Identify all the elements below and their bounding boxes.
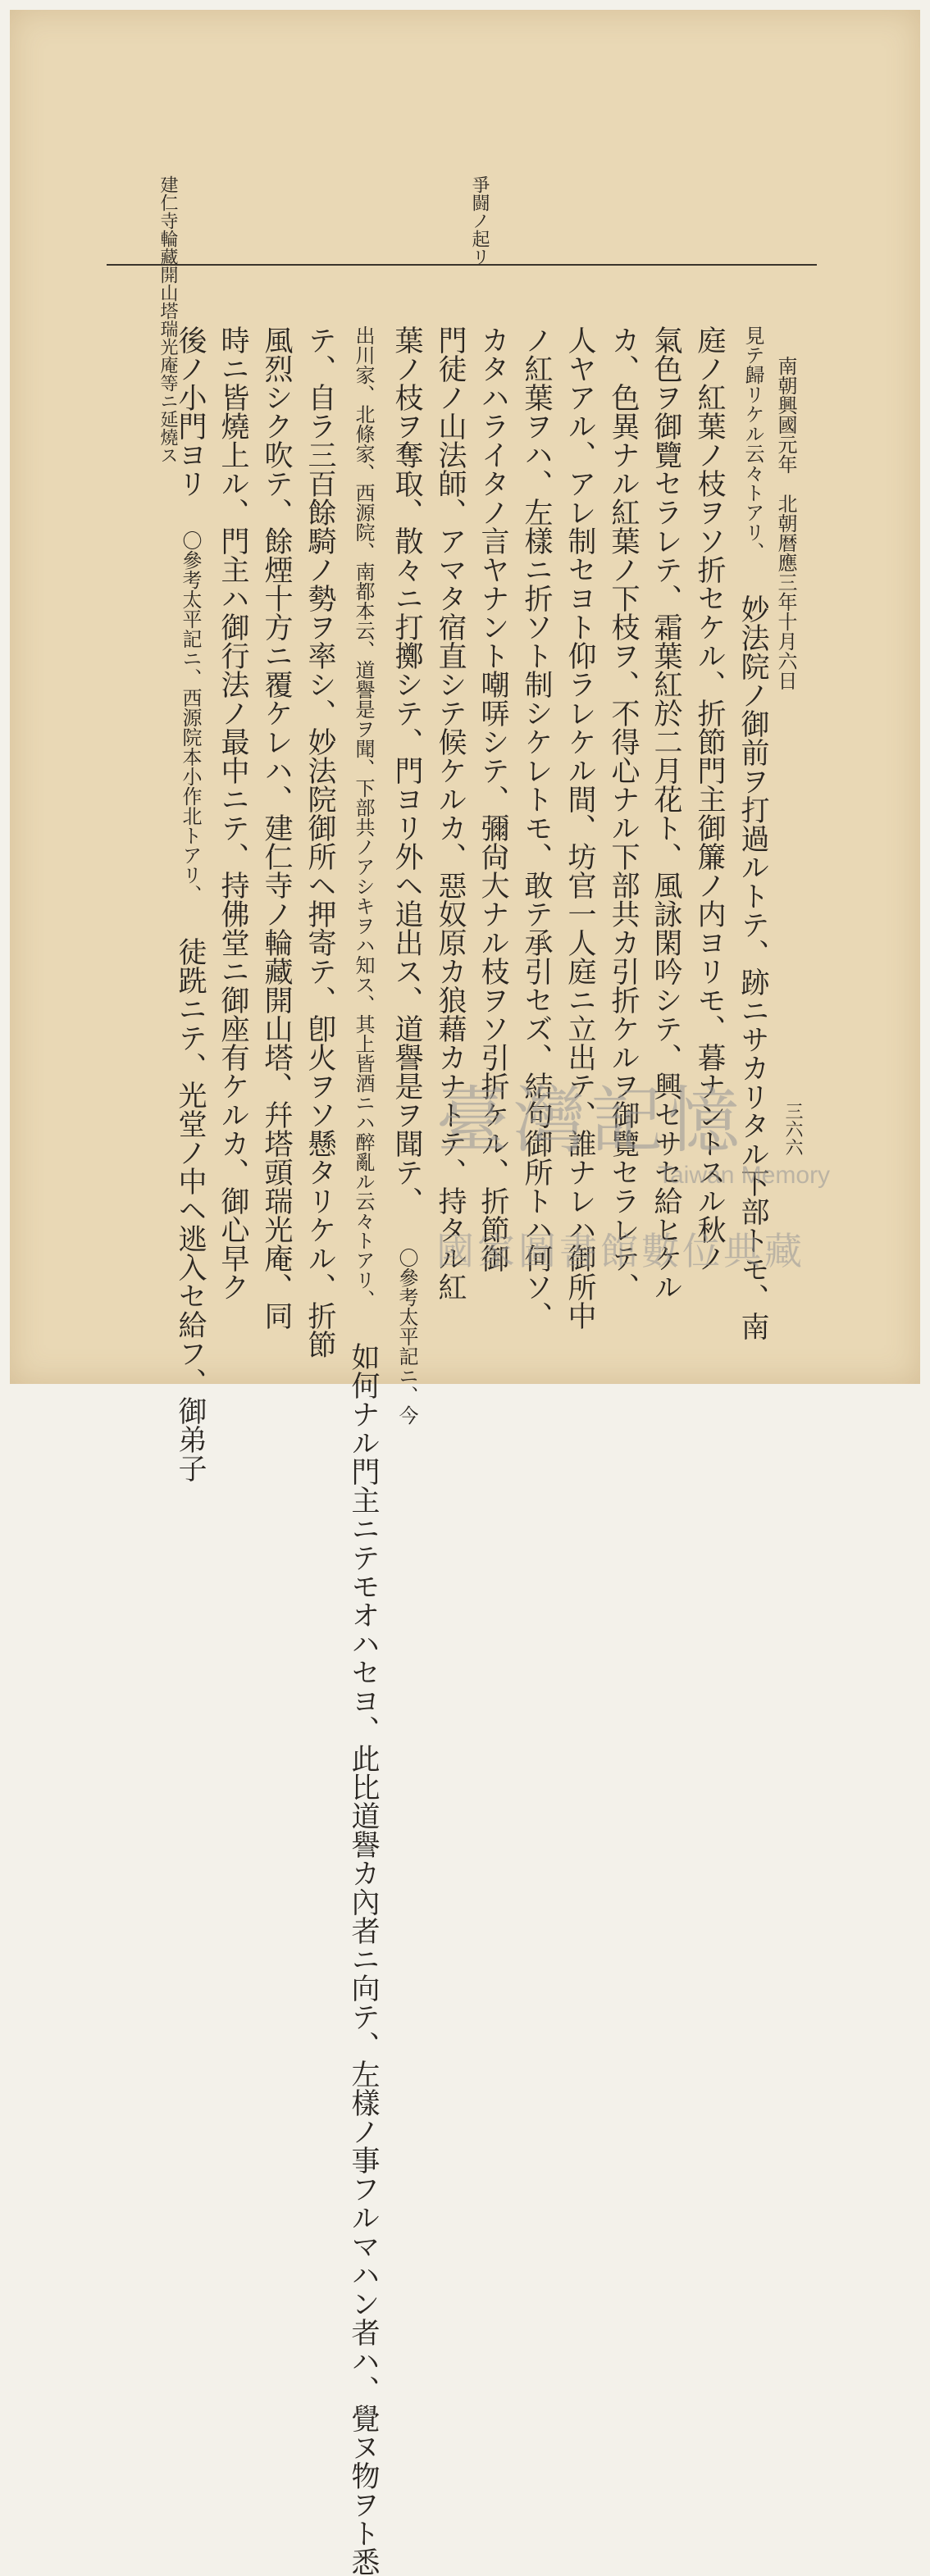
watermark-title: 臺灣記憶: [436, 1078, 745, 1163]
margin-note-fire: 建仁寺輪藏開山塔瑞光庵等ニ延燒ス: [157, 175, 178, 464]
watermark-library: 國家圖書館數位典藏: [436, 1229, 805, 1273]
text-line-4: カ、色異ナル紅葉ノ下枝ヲ、不得心ナル下部共カ引折ケルヲ御覽セラレテ、: [607, 325, 640, 1301]
header-rule: [107, 264, 817, 266]
text-line-14: [164, 325, 217, 1482]
line-text: 葉ノ枝ヲ奪取、散々ニ打擲シテ、門ヨリ外ヘ追出ス、道譽是ヲ聞テ、: [390, 325, 423, 1215]
margin-note-dispute: 爭闘ノ起リ: [469, 175, 490, 266]
text-line-12: 風烈シク吹テ、餘煙十方ニ覆ケレハ、建仁寺ノ輪藏開山塔、幷塔頭瑞光庵、同: [260, 325, 293, 1330]
text-line-2: 庭ノ紅葉ノ枝ヲソ折セケル、折節門主御簾ノ内ヨリモ、暮ナントスル秋ノ: [693, 325, 726, 1272]
annotation: 〇參考太平記ニ、今: [395, 1248, 418, 1425]
text-line-8: 門徒ノ山法師、アマタ宿直シテ候ケルカ、惡奴原カ狼藉カナトテ、持タル紅: [434, 325, 467, 1301]
book-page: [10, 10, 920, 2576]
text-line-7: カタハライタノ言ヤナント嘲哢シテ、彌尙大ナル枝ヲソ引折ケル、折節御: [476, 325, 509, 1272]
text-line-6: ノ紅葉ヲハ、左樣ニ折ソト制シケレトモ、敢テ承引セズ、結句御所トハ何ソ、: [520, 325, 553, 1330]
running-header: 南朝興國元年 北朝暦應三年十月六日: [774, 356, 797, 690]
page-number: 三六六: [782, 1102, 803, 1156]
text-line-11: テ、自ラ三百餘騎ノ勢ヲ率シ、妙法院御所ヘ押寄テ、卽火ヲソ懸タリケル、折節: [303, 325, 336, 1359]
line-text: 徒跣ニテ、光堂ノ中ヘ逃入セ給フ、御弟子: [174, 937, 207, 1482]
annotation: 見テ歸リケル云々トアリ、: [741, 325, 764, 562]
line-text: 如何ナル門主ニテモオハセヨ、此比道譽カ內者ニ向テ、左樣ノ事フルマハン者ハ、覺ヌ物ヲト悉: [347, 1342, 380, 2576]
annotation: 出川家、北條家、西源院、南都本云、道譽是ヲ聞、下部共ノアシキヲハ知ス、其上皆酒ニハ醉亂ル云々トアリ、: [352, 325, 375, 1309]
watermark-subtitle: Taiwan Memory: [658, 1162, 831, 1189]
line-text: 妙法院ノ御前ヲ打過ルトテ、跡ニサカリタル下部トモ、南: [736, 594, 769, 1340]
line-text: 後ノ小門ヨリ: [174, 325, 207, 498]
annotation: 〇參考太平記ニ、西源院本小作北トアリ、: [179, 530, 202, 904]
text-line-5: 人ヤアル、アレ制セヨト仰ラレケル間、坊官一人庭ニ立出テ、誰ナレハ御所中: [563, 325, 596, 1330]
text-line-13: 時ニ皆燒上ル、門主ハ御行法ノ最中ニテ、持佛堂ニ御座有ケルカ、御心早ク: [217, 325, 249, 1301]
text-line-3: 氣色ヲ御覽セラレテ、霜葉紅於二月花ト、風詠閑吟シテ、興セサセ給ヒケル: [650, 325, 682, 1301]
